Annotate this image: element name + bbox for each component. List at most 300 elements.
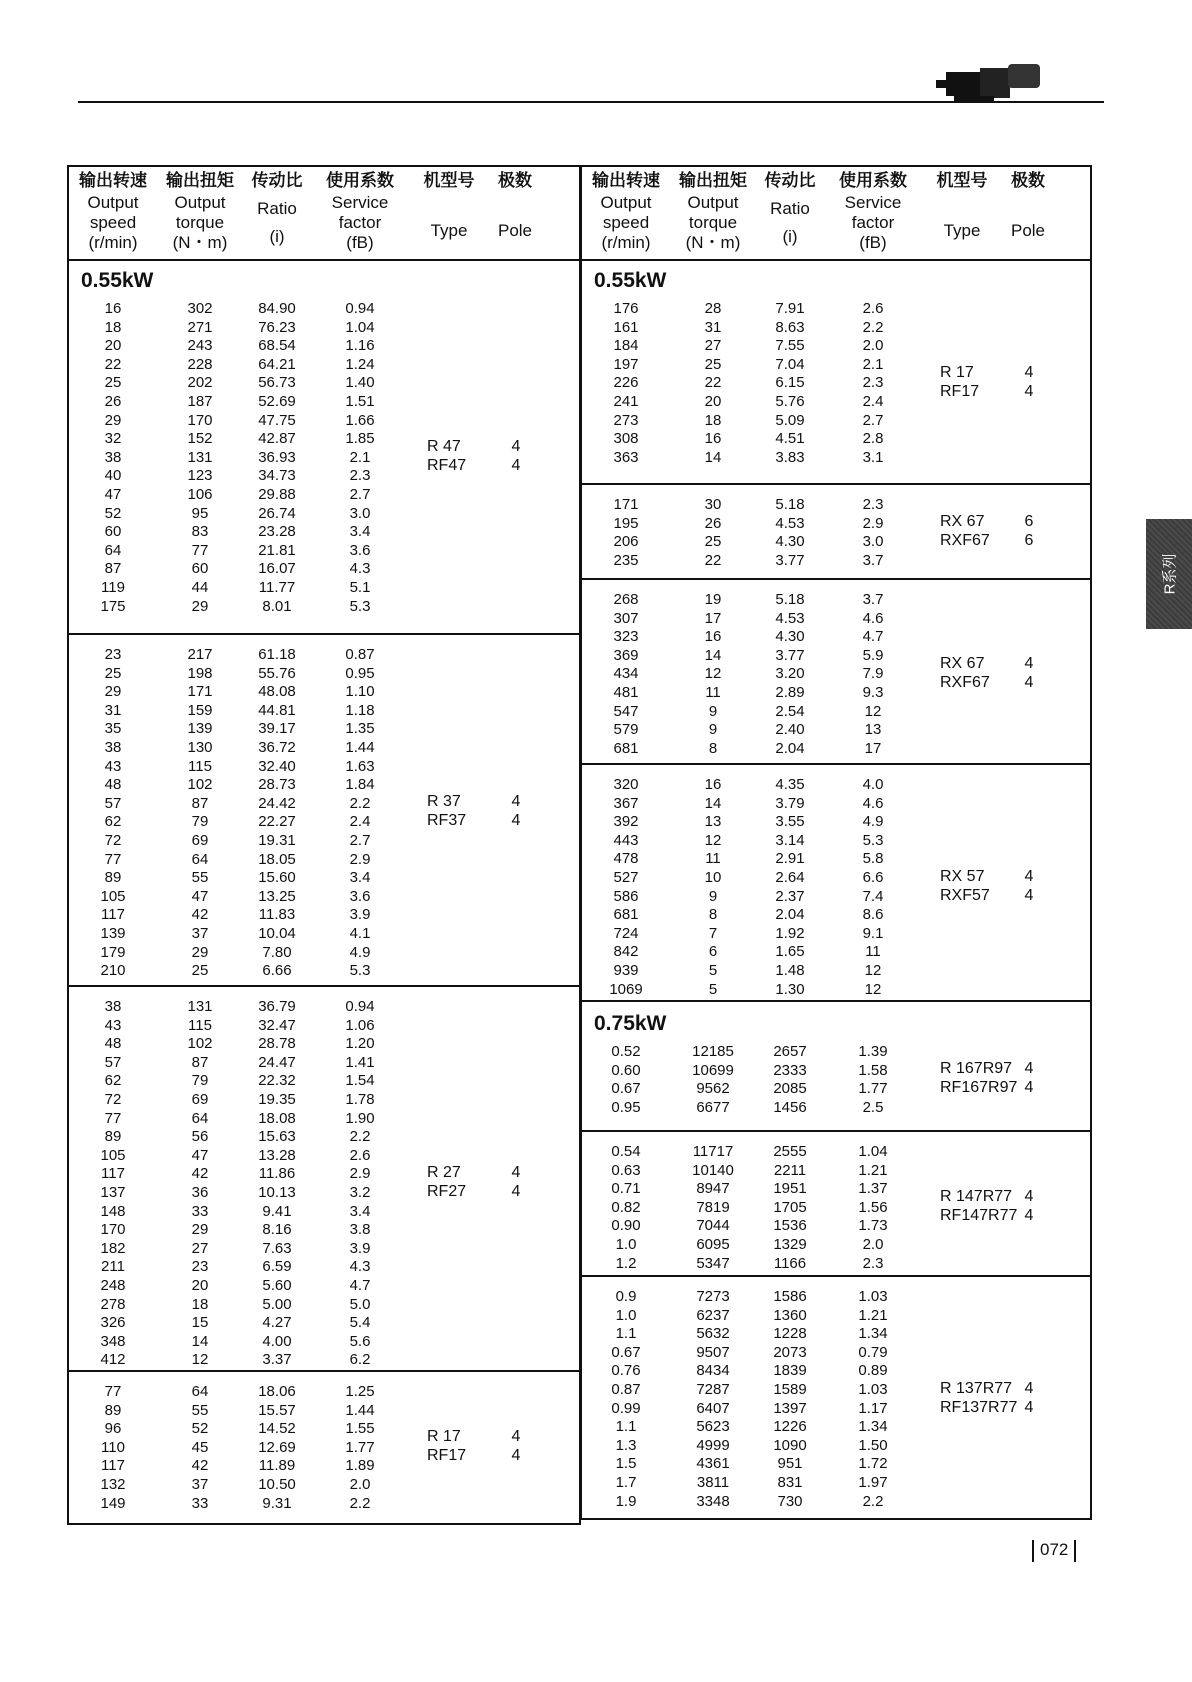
table-row: [582, 1361, 1090, 1380]
ratio-cell: 5.09: [775, 411, 805, 429]
ratio-cell: 61.18: [258, 646, 296, 663]
header-sf: [320, 171, 400, 253]
factor-cell: 1.40: [345, 374, 375, 392]
ratio-cell: 36.79: [258, 998, 296, 1015]
speed-cell: 117: [101, 906, 125, 924]
factor-cell: 1.18: [345, 701, 375, 719]
factor-cell: 2.1: [862, 355, 884, 373]
factor-cell: 1.77: [345, 1438, 375, 1456]
ratio-cell: 32.47: [258, 1016, 296, 1034]
table-row: [69, 1401, 579, 1420]
factor-cell: 2.1: [349, 448, 371, 466]
ratio-cell: 11.86: [258, 1165, 296, 1183]
table-row: [582, 1324, 1090, 1343]
ratio-cell: 1329: [773, 1236, 807, 1253]
factor-cell: 1.20: [345, 1035, 375, 1053]
torque-cell: 37: [191, 925, 209, 942]
table-row: [582, 336, 1090, 355]
torque-cell: 6677: [696, 1098, 730, 1116]
header-torque-unit: (N・m): [172, 233, 228, 252]
ratio-cell: 951: [777, 1455, 803, 1473]
factor-cell: 1.17: [858, 1399, 888, 1417]
torque-cell: 11717: [692, 1143, 734, 1160]
ratio-cell: 28.78: [258, 1035, 296, 1053]
torque-cell: 16: [704, 776, 722, 793]
factor-cell: 17: [864, 739, 882, 757]
ratio-cell: 47.75: [258, 411, 296, 429]
torque-cell: 14: [704, 448, 722, 466]
ratio-cell: 1589: [773, 1381, 807, 1398]
speed-cell: 105: [100, 887, 126, 905]
data-block: [582, 1002, 1090, 1132]
table-row: [69, 411, 579, 430]
speed-cell: 273: [613, 411, 639, 429]
ratio-cell: 1166: [773, 1254, 807, 1272]
header-pole-en: Pole: [497, 221, 533, 240]
ratio-cell: 1536: [773, 1217, 807, 1235]
table-row: [69, 961, 579, 980]
torque-cell: 139: [187, 720, 213, 738]
ratio-cell: 16.07: [258, 560, 296, 578]
data-block: [69, 987, 579, 1372]
torque-cell: 6407: [696, 1399, 730, 1417]
table-row: [582, 1343, 1090, 1362]
torque-cell: 45: [191, 1438, 209, 1456]
torque-cell: 170: [187, 411, 213, 429]
ratio-cell: 2211: [773, 1161, 807, 1179]
torque-cell: 17: [704, 609, 722, 627]
ratio-cell: 1226: [773, 1418, 807, 1436]
torque-cell: 25: [704, 533, 722, 551]
table-row: [69, 522, 579, 541]
factor-cell: 2.8: [862, 430, 884, 448]
table-row: [582, 942, 1090, 961]
header-speed-cn: 输出转速: [592, 171, 660, 190]
factor-cell: 1.66: [345, 411, 375, 429]
factor-cell: 6.2: [349, 1351, 371, 1369]
page-number: 072: [1040, 1540, 1069, 1559]
speed-cell: 0.63: [611, 1161, 641, 1179]
table-row: [69, 597, 579, 616]
torque-cell: 8: [708, 739, 718, 757]
speed-cell: 348: [100, 1332, 126, 1350]
speed-cell: 235: [613, 551, 639, 569]
torque-cell: 47: [191, 887, 209, 905]
speed-cell: 161: [613, 318, 639, 336]
factor-cell: 3.0: [349, 504, 371, 522]
torque-cell: 64: [191, 1109, 209, 1127]
data-block: [582, 259, 1090, 485]
torque-cell: 87: [191, 794, 209, 812]
ratio-cell: 3.77: [775, 551, 805, 569]
header-ratio-cn: 传动比: [764, 171, 816, 190]
torque-cell: 102: [187, 776, 213, 794]
pole-label: 4: [511, 812, 521, 830]
ratio-cell: 5.18: [775, 591, 805, 608]
speed-cell: 89: [104, 869, 122, 887]
torque-cell: 4999: [696, 1436, 730, 1454]
speed-cell: 527: [613, 869, 639, 886]
table-row: [582, 1098, 1090, 1117]
factor-cell: 1.04: [858, 1143, 888, 1160]
header-sf-unit: (fB): [859, 233, 887, 252]
ratio-cell: 8.16: [262, 1221, 292, 1239]
torque-cell: 106: [187, 486, 213, 503]
factor-cell: 4.9: [349, 943, 371, 961]
speed-cell: 38: [104, 448, 122, 466]
torque-cell: 27: [191, 1239, 209, 1257]
table-row: [69, 318, 579, 337]
header-ratio-en: Ratio: [770, 199, 810, 218]
factor-cell: 1.72: [858, 1455, 888, 1473]
torque-cell: 22: [704, 374, 722, 392]
speed-cell: 25: [104, 374, 122, 392]
table-row: [69, 1220, 579, 1239]
speed-cell: 23: [104, 646, 122, 663]
header-torque: [160, 171, 240, 253]
ratio-cell: 2657: [773, 1043, 807, 1060]
torque-cell: 60: [191, 560, 209, 578]
factor-cell: 1.63: [345, 757, 375, 775]
torque-cell: 55: [191, 869, 209, 887]
pole-label: 4: [1024, 654, 1034, 672]
speed-cell: 1.0: [615, 1306, 637, 1324]
factor-cell: 2.3: [862, 374, 884, 392]
ratio-cell: 1586: [773, 1288, 807, 1305]
torque-cell: 9562: [696, 1080, 730, 1098]
header-torque-cn: 输出扭矩: [166, 171, 234, 190]
torque-cell: 4361: [696, 1455, 730, 1473]
torque-cell: 47: [191, 1146, 209, 1164]
table-row: [69, 887, 579, 906]
header-pole-cn: 极数: [498, 171, 532, 190]
ratio-cell: 4.35: [775, 776, 805, 793]
factor-cell: 2.3: [862, 1254, 884, 1272]
header-pole-cn: 极数: [1011, 171, 1045, 190]
ratio-cell: 68.54: [258, 337, 296, 355]
left-table: [67, 165, 581, 1525]
speed-cell: 197: [613, 355, 639, 373]
torque-cell: 83: [191, 523, 209, 541]
speed-cell: 96: [104, 1420, 122, 1438]
table-row: [582, 831, 1090, 850]
speed-cell: 320: [613, 776, 639, 793]
speed-cell: 18: [104, 318, 122, 336]
speed-cell: 0.9: [615, 1288, 637, 1305]
torque-cell: 7287: [696, 1381, 730, 1398]
speed-cell: 195: [613, 514, 639, 532]
torque-cell: 9507: [696, 1343, 730, 1361]
table-row: [69, 1053, 579, 1072]
torque-cell: 69: [191, 832, 209, 849]
pole-label: 4: [1024, 1398, 1034, 1416]
speed-cell: 89: [104, 1401, 122, 1419]
torque-cell: 33: [191, 1202, 209, 1220]
ratio-cell: 1.48: [775, 962, 805, 979]
torque-cell: 115: [188, 757, 212, 775]
torque-cell: 28: [704, 300, 722, 317]
table-row: [582, 1254, 1090, 1273]
torque-cell: 56: [191, 1128, 209, 1146]
torque-cell: 30: [704, 496, 722, 513]
torque-cell: 271: [187, 318, 213, 336]
speed-cell: 481: [613, 684, 639, 701]
header-ratio-unit: (i): [782, 227, 798, 246]
factor-cell: 4.6: [862, 609, 884, 627]
speed-cell: 1.1: [615, 1325, 637, 1343]
factor-cell: 5.8: [862, 850, 884, 868]
power-heading: 0.75kW: [594, 1012, 667, 1035]
ratio-cell: 76.23: [258, 318, 296, 336]
pole-label: 4: [1024, 1060, 1034, 1078]
table-row: [69, 504, 579, 523]
factor-cell: 0.94: [345, 300, 375, 317]
power-heading: 0.55kW: [81, 269, 154, 292]
pole-label: 4: [511, 457, 521, 475]
table-row: [69, 1071, 579, 1090]
torque-cell: 102: [187, 1035, 213, 1053]
table-row: [582, 702, 1090, 721]
factor-cell: 3.4: [349, 523, 371, 541]
factor-cell: 4.9: [862, 813, 884, 831]
torque-cell: 12185: [692, 1043, 734, 1060]
table-row: [69, 1016, 579, 1035]
speed-cell: 48: [104, 776, 122, 794]
ratio-cell: 3.20: [775, 665, 805, 683]
table-row: [582, 1417, 1090, 1436]
header-sf: [833, 171, 913, 253]
header-type: [419, 171, 479, 241]
ratio-cell: 11.77: [258, 579, 296, 596]
torque-cell: 123: [187, 467, 213, 485]
factor-cell: 9.3: [862, 684, 884, 701]
torque-cell: 187: [187, 393, 213, 410]
speed-cell: 110: [101, 1438, 125, 1456]
type-label: R 17: [940, 363, 974, 381]
speed-cell: 1069: [609, 980, 643, 998]
ratio-cell: 2.64: [775, 869, 805, 886]
factor-cell: 1.06: [345, 1016, 375, 1034]
factor-cell: 2.9: [349, 1165, 371, 1183]
torque-cell: 202: [187, 374, 213, 392]
table-row: [582, 1454, 1090, 1473]
header-torque: [673, 171, 753, 253]
torque-cell: 3811: [696, 1474, 730, 1491]
speed-cell: 22: [104, 355, 122, 373]
torque-cell: 8947: [696, 1180, 730, 1198]
ratio-cell: 1090: [773, 1436, 807, 1454]
table-row: [69, 850, 579, 869]
ratio-cell: 9.41: [262, 1202, 292, 1220]
factor-cell: 1.37: [858, 1180, 888, 1198]
pole-label: 4: [1024, 867, 1034, 885]
factor-cell: 1.44: [345, 739, 375, 756]
torque-cell: 5347: [696, 1254, 730, 1272]
torque-cell: 37: [191, 1476, 209, 1493]
ratio-cell: 5.00: [262, 1295, 292, 1313]
type-label: R 47: [427, 438, 461, 456]
ratio-cell: 7.04: [775, 355, 805, 373]
factor-cell: 1.44: [345, 1401, 375, 1419]
pole-label: 4: [511, 438, 521, 456]
ratio-cell: 2.37: [775, 887, 805, 905]
factor-cell: 1.39: [858, 1043, 888, 1060]
ratio-cell: 7.91: [775, 300, 805, 317]
factor-cell: 4.6: [862, 794, 884, 812]
type-label: RXF67: [940, 532, 990, 550]
speed-cell: 1.3: [615, 1436, 637, 1454]
torque-cell: 130: [187, 739, 213, 756]
ratio-cell: 18.05: [258, 850, 296, 868]
header-torque-unit: (N・m): [685, 233, 741, 252]
torque-cell: 5623: [696, 1418, 730, 1436]
table-row: [582, 299, 1090, 318]
data-block: [69, 1372, 579, 1521]
table-row: [582, 551, 1090, 570]
torque-cell: 171: [187, 683, 213, 701]
data-block: [582, 580, 1090, 765]
torque-cell: 8: [708, 906, 718, 924]
speed-cell: 326: [100, 1314, 126, 1332]
header-pole: [490, 171, 540, 241]
torque-cell: 9: [708, 702, 718, 720]
factor-cell: 2.0: [862, 1236, 884, 1253]
ratio-cell: 39.17: [258, 720, 296, 738]
speed-cell: 117: [101, 1165, 125, 1183]
speed-cell: 40: [104, 467, 122, 485]
header-sf-en: Service factor: [331, 193, 389, 232]
factor-cell: 6.6: [862, 869, 884, 886]
table-row: [69, 1146, 579, 1165]
speed-cell: 52: [104, 504, 122, 522]
table-row: [69, 757, 579, 776]
torque-cell: 12: [704, 665, 722, 683]
ratio-cell: 56.73: [258, 374, 296, 392]
torque-cell: 79: [191, 1072, 209, 1090]
torque-cell: 22: [704, 551, 722, 569]
factor-cell: 0.94: [345, 998, 375, 1015]
speed-cell: 547: [613, 702, 639, 720]
ratio-cell: 10.13: [258, 1184, 296, 1201]
table-row: [69, 1276, 579, 1295]
factor-cell: 2.2: [862, 318, 884, 336]
torque-cell: 20: [191, 1277, 209, 1294]
header-torque-en: Output torque: [687, 193, 739, 232]
factor-cell: 1.24: [345, 355, 375, 373]
type-label: R 17: [427, 1428, 461, 1446]
torque-cell: 33: [191, 1494, 209, 1512]
factor-cell: 2.9: [862, 514, 884, 532]
torque-cell: 8434: [696, 1362, 730, 1380]
speed-cell: 0.87: [611, 1381, 641, 1398]
ratio-cell: 6.66: [262, 962, 292, 980]
speed-cell: 369: [613, 646, 639, 664]
torque-cell: 13: [704, 813, 722, 831]
table-row: [582, 739, 1090, 758]
factor-cell: 2.4: [862, 393, 884, 410]
factor-cell: 2.5: [862, 1098, 884, 1116]
torque-cell: 77: [191, 541, 209, 559]
ratio-cell: 1.92: [775, 924, 805, 942]
pole-label: 4: [1024, 1188, 1034, 1206]
ratio-cell: 8.01: [262, 597, 292, 615]
table-row: [582, 1161, 1090, 1180]
speed-cell: 681: [613, 906, 639, 924]
factor-cell: 1.41: [345, 1053, 375, 1071]
table-row: [69, 1257, 579, 1276]
speed-cell: 579: [613, 721, 639, 739]
factor-cell: 5.0: [349, 1295, 371, 1313]
ratio-cell: 4.51: [775, 430, 805, 448]
speed-cell: 434: [613, 665, 639, 683]
table-row: [69, 1109, 579, 1128]
table-row: [582, 794, 1090, 813]
pole-label: 4: [1024, 886, 1034, 904]
ratio-cell: 64.21: [258, 355, 296, 373]
torque-cell: 6237: [696, 1306, 730, 1324]
header-ratio-unit: (i): [269, 227, 285, 246]
speed-cell: 57: [104, 794, 122, 812]
table-row: [69, 1239, 579, 1258]
factor-cell: 5.1: [349, 579, 371, 596]
factor-cell: 1.03: [858, 1381, 888, 1398]
factor-cell: 1.54: [345, 1072, 375, 1090]
factor-cell: 1.16: [345, 337, 375, 355]
right-table: [580, 165, 1092, 1520]
factor-cell: 3.7: [862, 551, 884, 569]
type-label: RF167R97: [940, 1079, 1018, 1097]
speed-cell: 363: [613, 448, 639, 466]
ratio-cell: 7.63: [262, 1239, 292, 1257]
factor-cell: 1.25: [345, 1383, 375, 1400]
factor-cell: 1.77: [858, 1080, 888, 1098]
data-block: [69, 259, 579, 635]
factor-cell: 1.35: [345, 720, 375, 738]
pole-label: 4: [511, 1428, 521, 1446]
ratio-cell: 4.27: [262, 1314, 292, 1332]
speed-cell: 87: [104, 560, 122, 578]
factor-cell: 1.97: [858, 1474, 888, 1491]
ratio-cell: 4.00: [262, 1332, 292, 1350]
torque-cell: 14: [704, 794, 722, 812]
ratio-cell: 2555: [773, 1143, 807, 1160]
ratio-cell: 1360: [773, 1306, 807, 1324]
factor-cell: 2.7: [349, 486, 371, 503]
ratio-cell: 36.72: [258, 739, 296, 756]
ratio-cell: 2333: [773, 1061, 807, 1079]
factor-cell: 4.7: [349, 1277, 371, 1294]
header-speed-unit: (r/min): [88, 233, 138, 252]
speed-cell: 184: [613, 337, 639, 355]
data-block: [582, 485, 1090, 580]
speed-cell: 72: [104, 1091, 122, 1108]
torque-cell: 115: [188, 1016, 212, 1034]
table-row: [582, 627, 1090, 646]
table-row: [69, 682, 579, 701]
factor-cell: 12: [864, 962, 882, 979]
ratio-cell: 18.06: [258, 1383, 296, 1400]
table-row: [582, 720, 1090, 739]
factor-cell: 2.2: [349, 1494, 371, 1512]
ratio-cell: 22.27: [258, 813, 296, 831]
factor-cell: 1.51: [345, 393, 375, 410]
speed-cell: 175: [100, 597, 126, 615]
header-pole-en: Pole: [1010, 221, 1046, 240]
factor-cell: 3.1: [862, 448, 884, 466]
table-row: [69, 1127, 579, 1146]
speed-cell: 117: [101, 1457, 125, 1475]
table-header: [69, 167, 579, 261]
